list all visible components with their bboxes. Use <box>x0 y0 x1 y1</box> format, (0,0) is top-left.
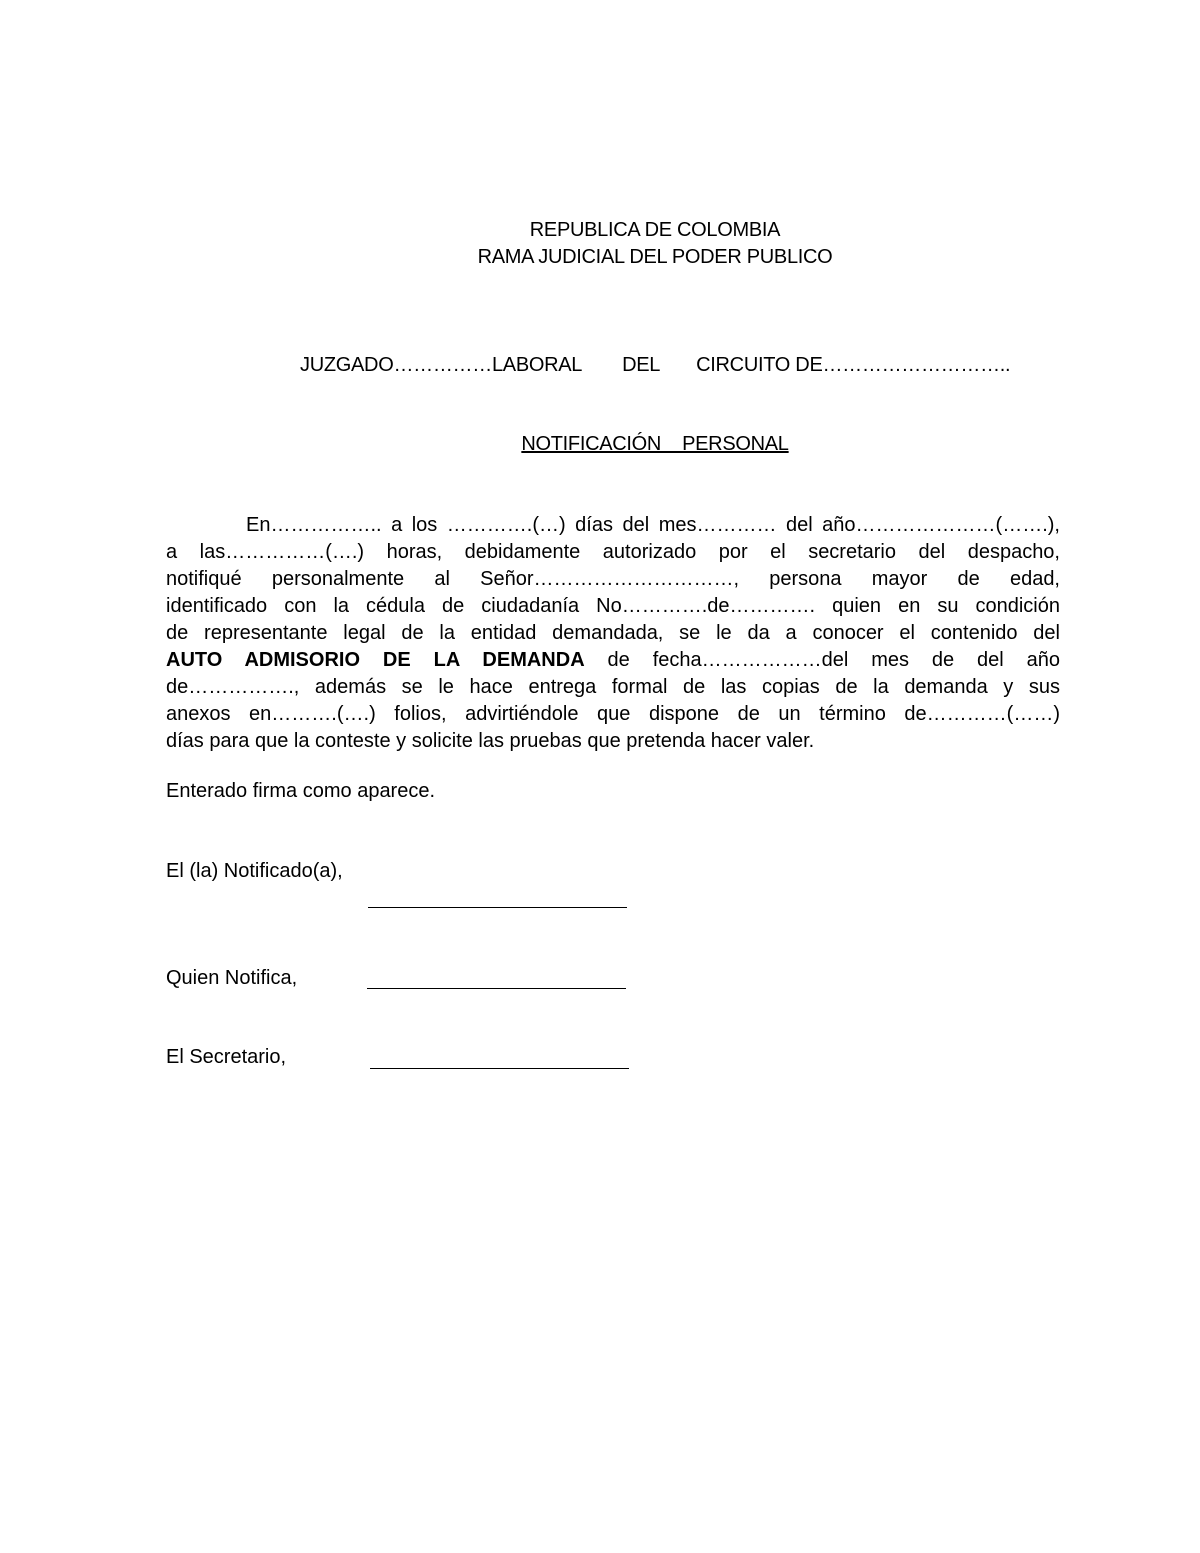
body-line: anexos en……….(….) folios, advirtiéndole que dispone de un término de…………(……) <box>166 703 1060 725</box>
header-country: REPUBLICA DE COLOMBIA <box>529 219 781 241</box>
closing-text: Enterado firma como aparece. <box>166 780 436 802</box>
body-line-bold <box>166 647 1060 674</box>
auto-admisorio-phrase: AUTO ADMISORIO DE LA DEMANDA <box>166 649 585 671</box>
notifier-signature-line <box>367 988 626 989</box>
secretary-label: El Secretario, <box>166 1046 287 1068</box>
notified-label: El (la) Notificado(a), <box>166 860 343 882</box>
body-line: de representante legal de la entidad demandada, se le da a conocer el contenido del <box>166 622 1060 644</box>
body-line: días para que la conteste y solicite las pruebas que pretenda hacer valer. <box>166 730 815 752</box>
body-line: En…………….. a los ………….(…) días del mes………… del año…………………(…….), <box>246 514 1060 536</box>
body-line: identificado con la cédula de ciudadanía No………….de…………. quien en su condición <box>166 595 1060 617</box>
notified-signature-line <box>368 907 627 908</box>
header-branch: RAMA JUDICIAL DEL PODER PUBLICO <box>477 246 833 268</box>
body-line: a las……………(….) horas, debidamente autorizado por el secretario del despacho, <box>166 541 1060 563</box>
body-line-tail: de fecha………………del mes de del año <box>607 649 1060 671</box>
court-part-circuito: CIRCUITO DE……………………….. <box>696 354 1011 376</box>
court-part-juzgado: JUZGADO……………LABORAL <box>300 354 583 376</box>
body-line: de……………., además se le hace entrega formal de las copias de la demanda y sus <box>166 676 1060 698</box>
body-line: notifiqué personalmente al Señor…………………………, persona mayor de edad, <box>166 568 1060 590</box>
notifier-label: Quien Notifica, <box>166 967 298 989</box>
court-part-del: DEL <box>622 354 661 376</box>
notification-body <box>166 512 1060 755</box>
secretary-signature-line <box>370 1068 629 1069</box>
document-title: NOTIFICACIÓN PERSONAL <box>521 433 789 455</box>
court-line <box>300 354 1010 377</box>
